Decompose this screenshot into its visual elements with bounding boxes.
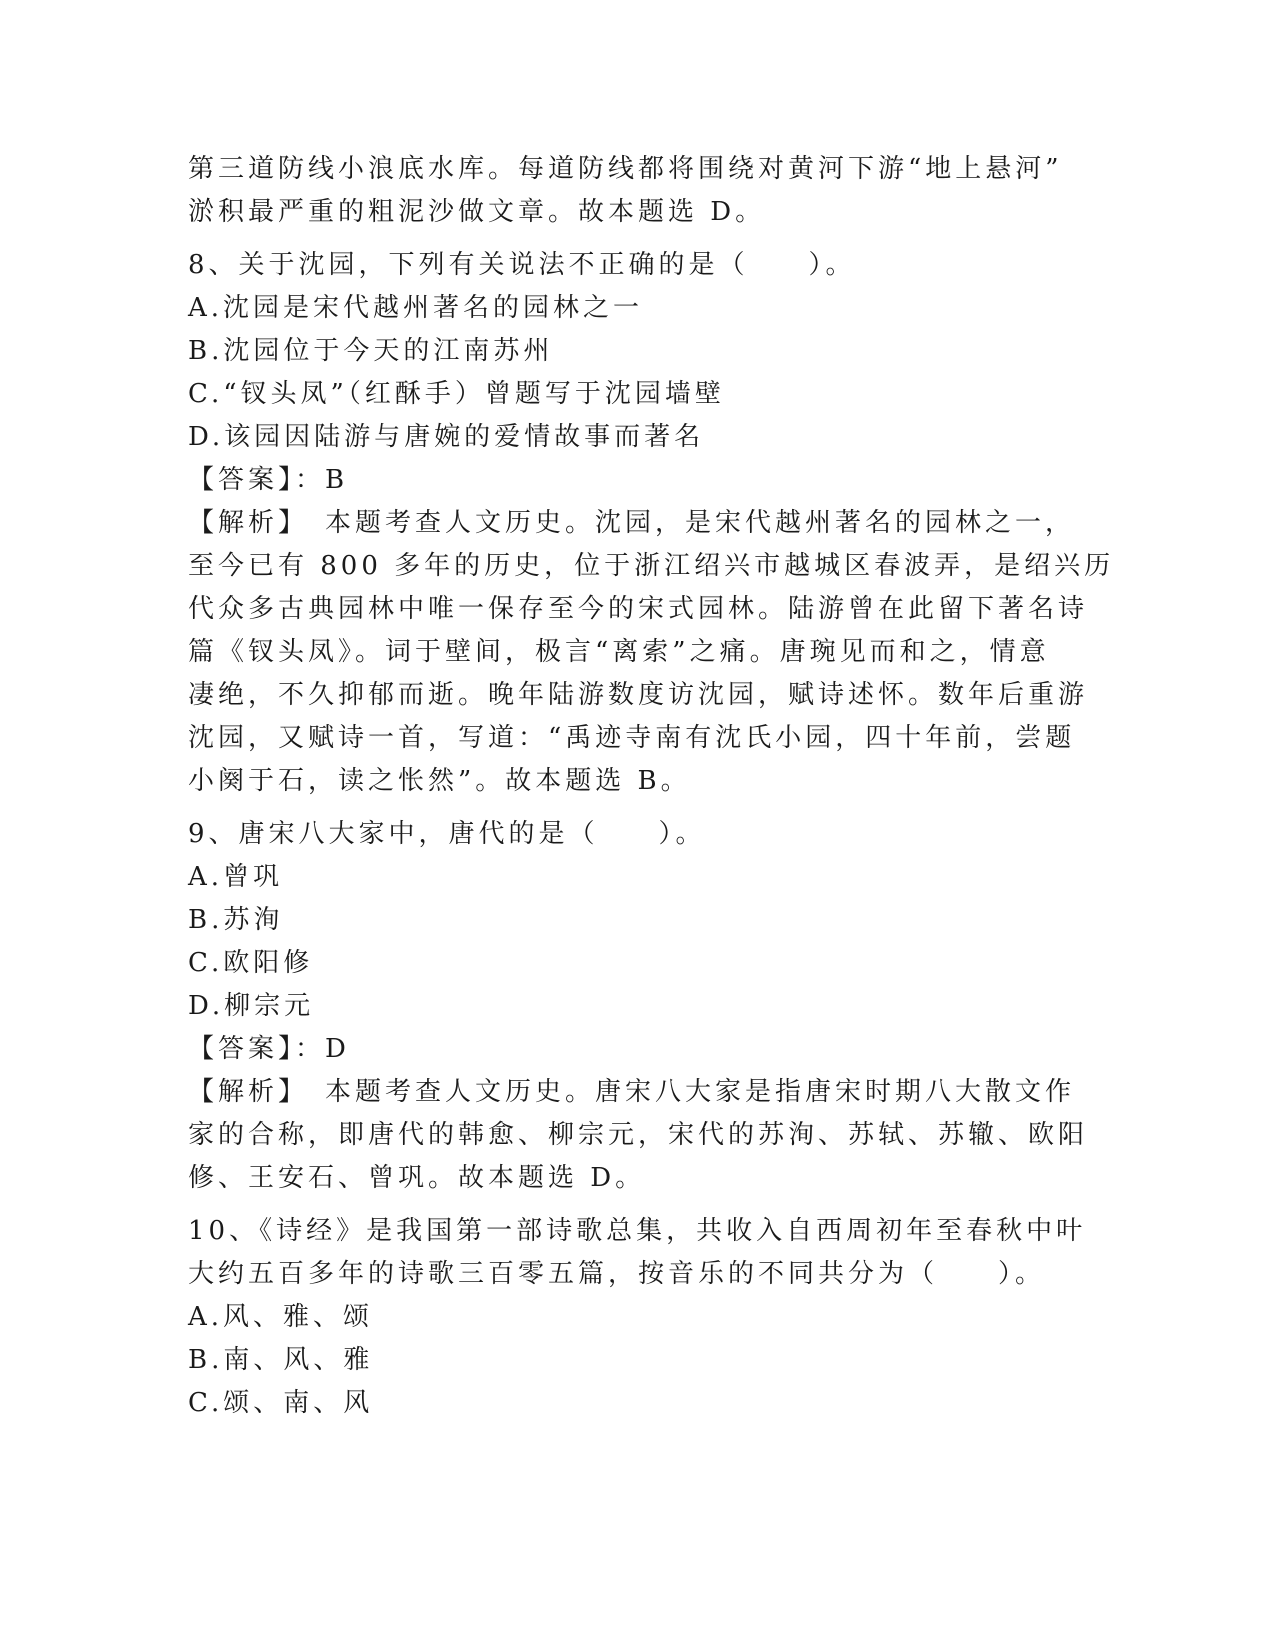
analysis-paragraph <box>188 502 1115 803</box>
question-stem: 大约五百多年的诗歌三百零五篇，按音乐的不同共分为（ ）。 <box>188 1259 1046 1289</box>
intro-line: 淤积最严重的粗泥沙做文章。故本题选 D。 <box>188 197 766 227</box>
document-page <box>188 148 1115 1425</box>
question-8 <box>188 244 1115 803</box>
question-stem: 10、《诗经》是我国第一部诗歌总集，共收入自西周初年至春秋中叶 <box>188 1216 1087 1246</box>
analysis-line: 【解析】 本题考查人文历史。沈园，是宋代越州著名的园林之一， <box>188 508 1076 538</box>
analysis-line: 沈园，又赋诗一首，写道：“禹迹寺南有沈氏小园，四十年前，尝题 <box>188 723 1076 753</box>
analysis-paragraph <box>188 1071 1089 1200</box>
analysis-line: 【解析】 本题考查人文历史。唐宋八大家是指唐宋时期八大散文作 <box>188 1077 1076 1107</box>
intro-line: 第三道防线小浪底水库。每道防线都将围绕对黄河下游“地上悬河” <box>188 154 1063 184</box>
question-10 <box>188 1210 1087 1425</box>
option-a: A.曾巩 <box>188 862 284 892</box>
analysis-line: 家的合称，即唐代的韩愈、柳宗元，宋代的苏洵、苏轼、苏辙、欧阳 <box>188 1120 1089 1150</box>
option-d: D.柳宗元 <box>188 991 315 1021</box>
option-a: A.风、雅、颂 <box>188 1302 374 1332</box>
analysis-line: 小阕于石，读之怅然”。故本题选 B。 <box>188 766 691 796</box>
option-c: C.“钗头凤”（红酥手）曾题写于沈园墙壁 <box>188 379 725 409</box>
option-b: B.苏洵 <box>188 905 284 935</box>
option-c: C.欧阳修 <box>188 948 314 978</box>
question-9 <box>188 813 1089 1200</box>
analysis-line: 修、王安石、曾巩。故本题选 D。 <box>188 1163 646 1193</box>
answer-line: 【答案】：B <box>188 465 349 495</box>
analysis-line: 凄绝，不久抑郁而逝。晚年陆游数度访沈园，赋诗述怀。数年后重游 <box>188 680 1089 710</box>
analysis-line: 篇《钗头凤》。词于壁间，极言“离索”之痛。唐琬见而和之，情意 <box>188 637 1050 667</box>
question-stem: 8、关于沈园，下列有关说法不正确的是（ ）。 <box>188 250 856 280</box>
analysis-line: 至今已有 800 多年的历史，位于浙江绍兴市越城区春波弄，是绍兴历 <box>188 551 1115 581</box>
option-c: C.颂、南、风 <box>188 1388 374 1418</box>
analysis-line: 代众多古典园林中唯一保存至今的宋式园林。陆游曾在此留下著名诗 <box>188 594 1089 624</box>
option-d: D.该园因陆游与唐婉的爱情故事而著名 <box>188 422 705 452</box>
answer-line: 【答案】：D <box>188 1034 350 1064</box>
question-stem: 9、唐宋八大家中，唐代的是（ ）。 <box>188 819 706 849</box>
intro-paragraph <box>188 148 1068 234</box>
option-b: B.沈园位于今天的江南苏州 <box>188 336 554 366</box>
option-b: B.南、风、雅 <box>188 1345 374 1375</box>
option-a: A.沈园是宋代越州著名的园林之一 <box>188 293 644 323</box>
